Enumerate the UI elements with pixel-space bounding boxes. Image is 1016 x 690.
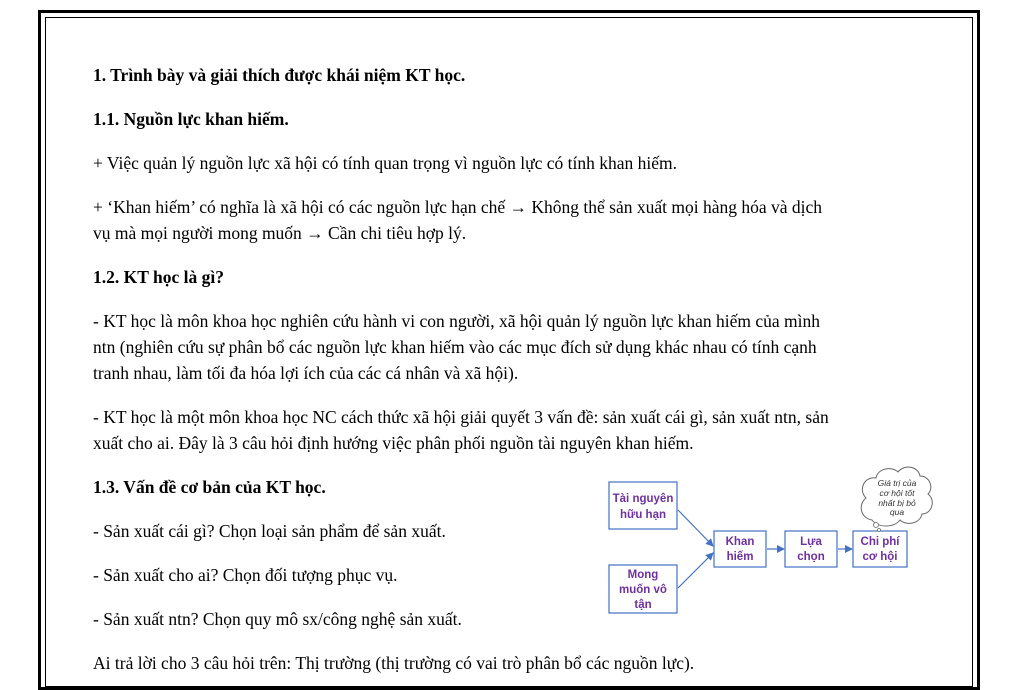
heading-section-1-3: 1.3. Vấn đề cơ bản của KT học. bbox=[93, 477, 326, 497]
thought-bubble-dot bbox=[874, 523, 879, 528]
diagram-box-label: Chi phí bbox=[860, 536, 900, 548]
paragraph-line: - KT học là môn khoa học nghiên cứu hành vi con người, xã hội quản lý nguồn lực khan hiếm của mình bbox=[93, 311, 821, 331]
diagram-box-label: hữu hạn bbox=[619, 509, 667, 521]
paragraph-importance: + Việc quản lý nguồn lực xã hội có tính quan trọng vì nguồn lực có tính khan hiếm. bbox=[93, 153, 677, 173]
diagram-box-label: tận bbox=[634, 599, 652, 611]
list-item: - Sản xuất cho ai? Chọn đối tượng phục vụ. bbox=[93, 565, 398, 585]
diagram-box-label: Tài nguyên bbox=[612, 493, 674, 505]
thought-bubble-text: Giá trị của bbox=[877, 478, 917, 488]
diagram-box-label: muốn vô bbox=[619, 584, 667, 596]
diagram-box-limited-resources bbox=[609, 482, 677, 529]
paragraph-line: vụ mà mọi người mong muốn → Cần chi tiêu hợp lý. bbox=[93, 223, 467, 243]
thought-bubble-text: nhất bị bỏ bbox=[878, 498, 916, 508]
paragraph-answer: Ai trả lời cho 3 câu hỏi trên: Thị trường (thị trường có vai trò phân bổ các nguồn lực). bbox=[93, 653, 695, 673]
list-item: - Sản xuất ntn? Chọn quy mô sx/công nghệ sản xuất. bbox=[93, 609, 462, 629]
diagram-box-label: hiếm bbox=[726, 551, 754, 563]
thought-bubble-text: qua bbox=[889, 507, 905, 517]
heading-section-1-2: 1.2. KT học là gì? bbox=[93, 267, 224, 287]
paragraph-line: - KT học là một môn khoa học NC cách thức xã hội giải quyết 3 vấn đề: sản xuất cái gì, sản xuất ntn, sản bbox=[93, 407, 829, 427]
connector-arrow bbox=[678, 553, 713, 588]
diagram-box-label: Khan bbox=[725, 536, 755, 548]
paragraph-line: xuất cho ai. Đây là 3 câu hỏi định hướng việc phân phối nguồn tài nguyên khan hiếm. bbox=[93, 433, 694, 453]
thought-bubble-dot bbox=[878, 529, 881, 532]
list-item: - Sản xuất cái gì? Chọn loại sản phẩm để sản xuất. bbox=[93, 521, 446, 541]
paragraph-line: + ‘Khan hiếm’ có nghĩa là xã hội có các nguồn lực hạn chế → Không thể sản xuất mọi hàng hóa và dịch bbox=[93, 197, 823, 217]
paragraph-line: ntn (nghiên cứu sự phân bổ các nguồn lực khan hiếm vào các mục đích sử dụng khác nhau có tính cạnh bbox=[93, 337, 817, 357]
diagram-box-label: Mong bbox=[627, 569, 659, 581]
thought-bubble-text: cơ hội tốt bbox=[879, 488, 915, 498]
heading-section-1-1: 1.1. Nguồn lực khan hiếm. bbox=[93, 109, 289, 129]
diagram-box-label: chọn bbox=[797, 551, 825, 563]
diagram-box-label: Lựa bbox=[800, 536, 822, 548]
heading-section-1: 1. Trình bày và giải thích được khái niệm KT học. bbox=[93, 65, 466, 85]
paragraph-line: tranh nhau, làm tối đa hóa lợi ích của các cá nhân và xã hội). bbox=[93, 363, 519, 383]
diagram-box-label: cơ hội bbox=[862, 551, 898, 563]
connector-arrow bbox=[678, 510, 713, 546]
